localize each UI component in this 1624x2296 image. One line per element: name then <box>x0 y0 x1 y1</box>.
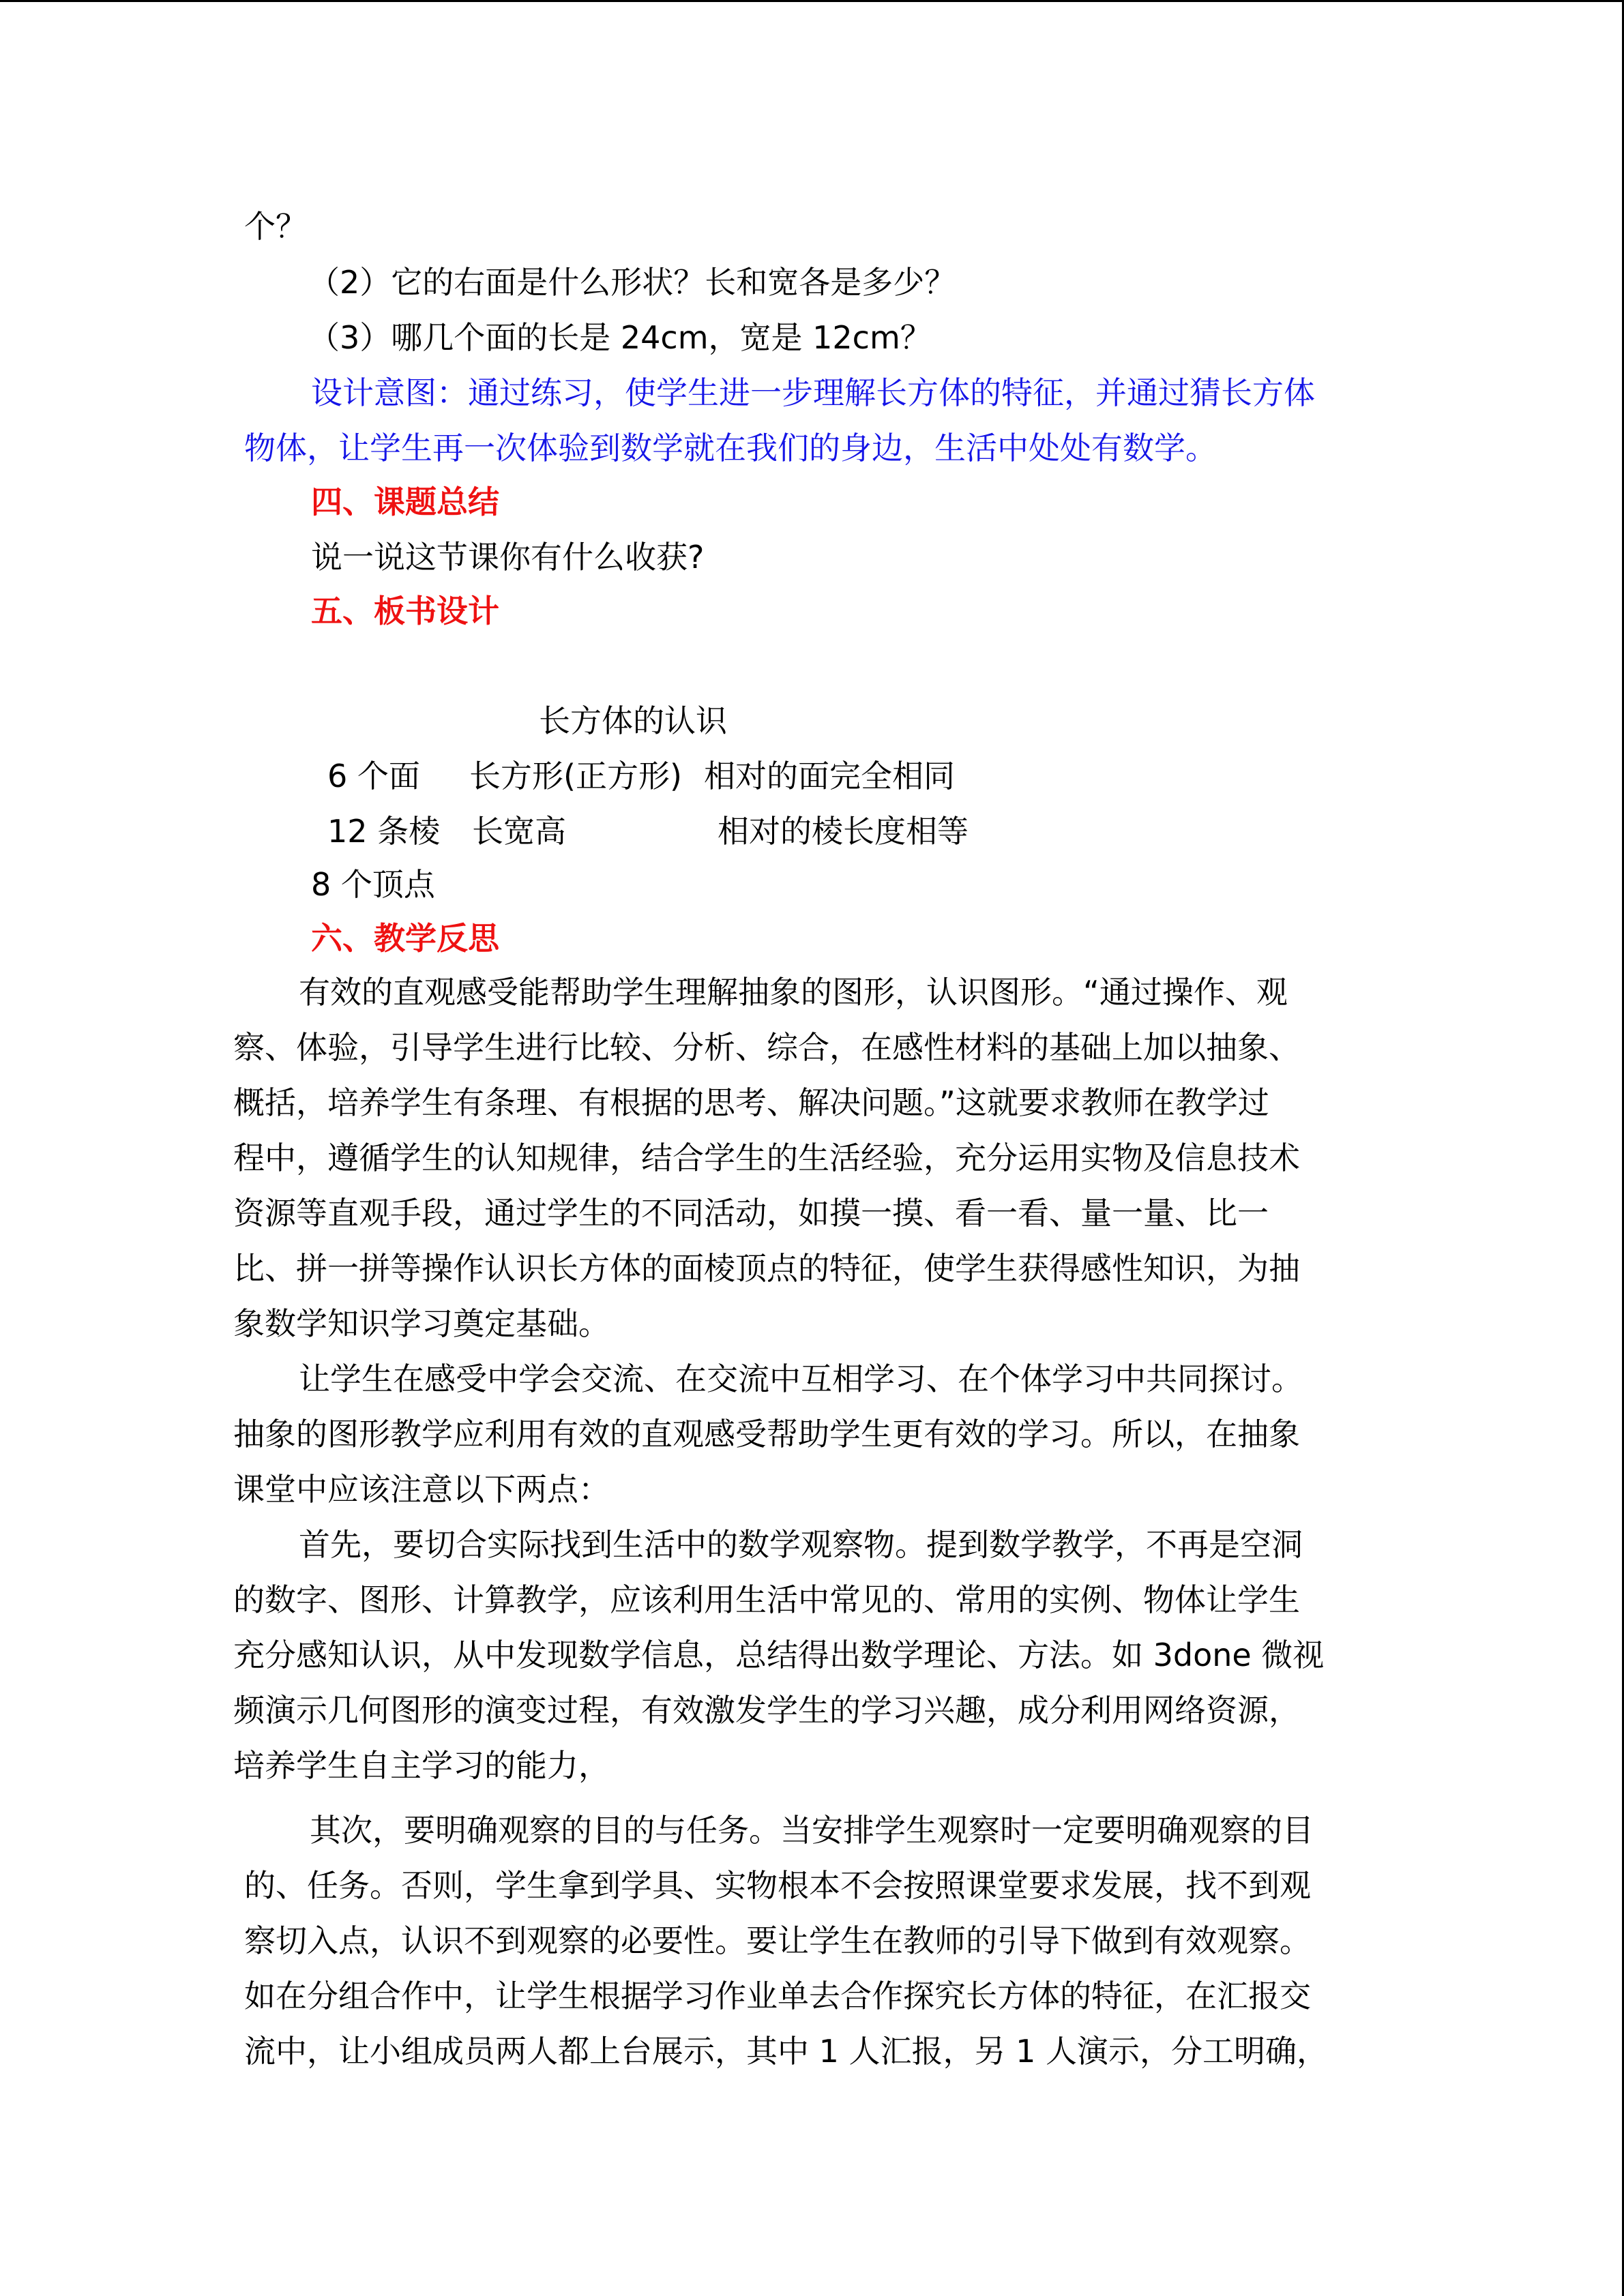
board-edges-count: 12 条棱 <box>327 813 441 850</box>
design-intent-line-1: 设计意图：通过练习，使学生进一步理解长方体的特征，并通过猜长方体 <box>311 374 1315 411</box>
paragraph-line: 其次，要明确观察的目的与任务。当安排学生观察时一定要明确观察的目 <box>310 1812 1314 1849</box>
paragraph-line: 让学生在感受中学会交流、在交流中互相学习、在个体学习中共同探讨。 <box>299 1360 1303 1397</box>
paragraph-line: 培养学生自主学习的能力， <box>233 1747 610 1784</box>
question-3: （3）哪几个面的长是 24cm，宽是 12cm？ <box>308 319 932 356</box>
paragraph-line: 流中，让小组成员两人都上台展示，其中 1 人汇报，另 1 人演示，分工明确， <box>244 2033 1329 2070</box>
paragraph-line: 的、任务。否则，学生拿到学具、实物根本不会按照课堂要求发展，找不到观 <box>244 1867 1311 1904</box>
paragraph-line: 概括，培养学生有条理、有根据的思考、解决问题。”这就要求教师在教学过 <box>233 1084 1269 1121</box>
paragraph-line: 资源等直观手段，通过学生的不同活动，如摸一摸、看一看、量一量、比一 <box>233 1195 1269 1232</box>
paragraph-line: 有效的直观感受能帮助学生理解抽象的图形，认识图形。“通过操作、观 <box>299 974 1288 1011</box>
question-2: （2）它的右面是什么形状？长和宽各是多少？ <box>308 264 956 301</box>
heading-board-design: 五、板书设计 <box>311 593 499 629</box>
paragraph-line: 抽象的图形教学应利用有效的直观感受帮助学生更有效的学习。所以，在抽象 <box>233 1416 1300 1452</box>
board-faces-shape: 长方形(正方形) <box>469 758 682 794</box>
paragraph-line: 课堂中应该注意以下两点： <box>233 1471 610 1508</box>
board-edges-rule: 相对的棱长度相等 <box>718 813 969 850</box>
board-faces-rule: 相对的面完全相同 <box>704 758 955 794</box>
paragraph-line: 比、拼一拼等操作认识长方体的面棱顶点的特征，使学生获得感性知识，为抽 <box>233 1250 1300 1287</box>
paragraph-line: 察、体验，引导学生进行比较、分析、综合，在感性材料的基础上加以抽象、 <box>233 1029 1300 1066</box>
summary-question: 说一说这节课你有什么收获? <box>311 539 705 576</box>
paragraph-line: 充分感知认识，从中发现数学信息，总结得出数学理论、方法。如 3done 微视 <box>233 1637 1325 1673</box>
paragraph-line: 象数学知识学习奠定基础。 <box>233 1305 610 1342</box>
board-faces-count: 6 个面 <box>327 758 420 794</box>
heading-teaching-reflection: 六、教学反思 <box>311 920 499 957</box>
paragraph-line: 频演示几何图形的演变过程，有效激发学生的学习兴趣，成分利用网络资源， <box>233 1692 1300 1729</box>
paragraph-line: 首先，要切合实际找到生活中的数学观察物。提到数学教学，不再是空洞 <box>299 1526 1303 1563</box>
board-edges-dims: 长宽高 <box>472 813 566 850</box>
paragraph-line: 程中，遵循学生的认知规律，结合学生的生活经验，充分运用实物及信息技术 <box>233 1139 1300 1176</box>
paragraph-line: 的数字、图形、计算教学，应该利用生活中常见的、常用的实例、物体让学生 <box>233 1581 1300 1618</box>
paragraph-line: 如在分组合作中，让学生根据学习作业单去合作探究长方体的特征，在汇报交 <box>244 1978 1311 2014</box>
paragraph-line: 察切入点，认识不到观察的必要性。要让学生在教师的引导下做到有效观察。 <box>244 1922 1311 1959</box>
heading-lesson-summary: 四、课题总结 <box>311 483 499 520</box>
design-intent-line-2: 物体，让学生再一次体验到数学就在我们的身边，生活中处处有数学。 <box>244 430 1217 466</box>
board-title: 长方体的认识 <box>539 702 727 739</box>
board-vertices-count: 8 个顶点 <box>311 866 435 903</box>
question-1-tail: 个？ <box>244 208 307 245</box>
page-border-top <box>0 0 1624 2</box>
